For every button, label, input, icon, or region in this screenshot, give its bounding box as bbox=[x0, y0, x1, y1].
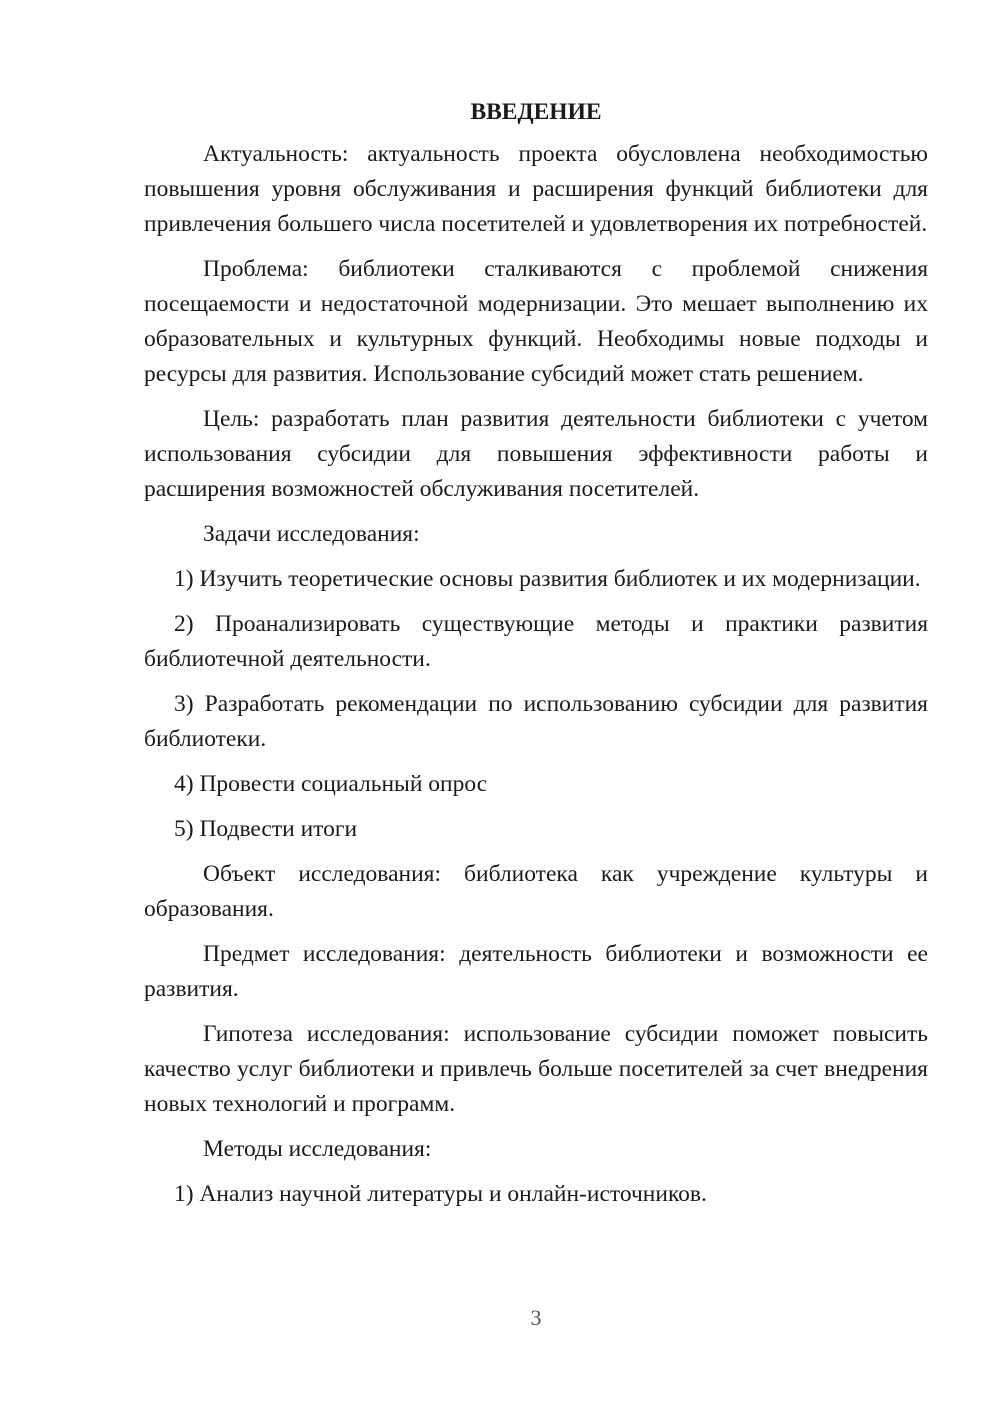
page-number: 3 bbox=[530, 1305, 542, 1330]
relevance-paragraph: Актуальность: актуальность проекта обусловлена необходимостью повышения уровня обслуживания и расширения функций библиотеки для привлечения большего числа посетителей и удовлетворения их потребностей. bbox=[144, 141, 928, 237]
task-item-3: 3) Разработать рекомендации по использованию субсидии для развития библиотеки. bbox=[144, 691, 928, 752]
problem-paragraph: Проблема: библиотеки сталкиваются с проблемой снижения посещаемости и недостаточной модернизации. Это мешает выполнению их образовательных и культурных функций. Необходимы новые подходы и ресурсы для развития. Использование субсидий может стать решением. bbox=[144, 256, 928, 387]
tasks-heading: Задачи исследования: bbox=[203, 521, 420, 547]
task-item-4: 4) Провести социальный опрос bbox=[174, 771, 488, 797]
object-paragraph: Объект исследования: библиотека как учреждение культуры и образования. bbox=[144, 861, 928, 922]
subject-paragraph: Предмет исследования: деятельность библиотеки и возможности ее развития. bbox=[144, 941, 928, 1002]
task-item-5: 5) Подвести итоги bbox=[174, 816, 358, 842]
task-item-2: 2) Проанализировать существующие методы и практики развития библиотечной деятельности. bbox=[144, 611, 928, 672]
methods-heading: Методы исследования: bbox=[203, 1136, 432, 1162]
goal-paragraph: Цель: разработать план развития деятельности библиотеки с учетом использования субсидии для повышения эффективности работы и расширения возможностей обслуживания посетителей. bbox=[144, 406, 928, 502]
task-item-1: 1) Изучить теоретические основы развития библиотек и их модернизации. bbox=[174, 566, 921, 592]
hypothesis-paragraph: Гипотеза исследования: использование субсидии поможет повысить качество услуг библиотеки и привлечь больше посетителей за счет внедрения новых технологий и программ. bbox=[144, 1021, 928, 1117]
heading-text: ВВЕДЕНИЕ bbox=[470, 99, 602, 125]
method-item-1: 1) Анализ научной литературы и онлайн-источников. bbox=[174, 1181, 707, 1207]
page-title bbox=[144, 92, 928, 137]
